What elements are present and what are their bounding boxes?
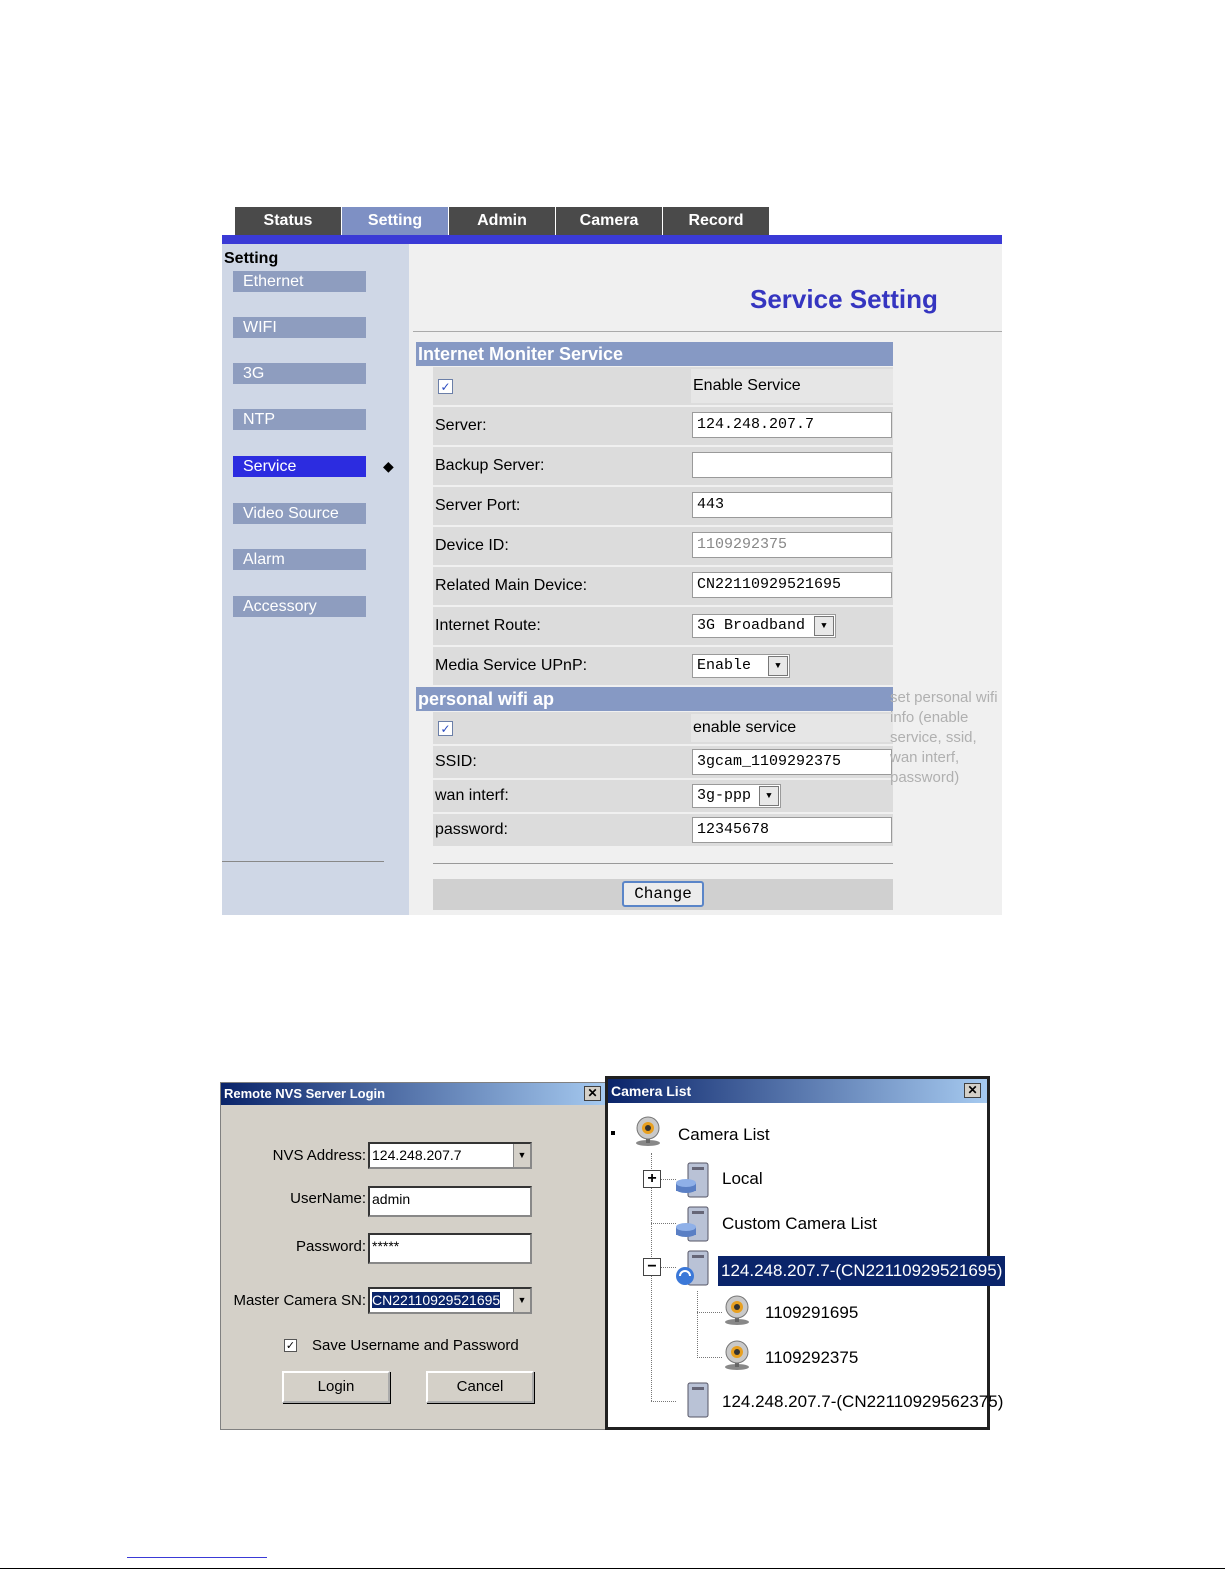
ssid-label: SSID:: [435, 753, 477, 770]
page-title: Service Setting: [750, 284, 938, 314]
sidebar-item-3g[interactable]: 3G: [233, 363, 366, 384]
password-row: [433, 814, 893, 846]
server-icon: [674, 1159, 714, 1201]
login-title-bar: [221, 1083, 607, 1105]
server-row: [433, 407, 893, 445]
tree-node-root[interactable]: Camera List: [678, 1125, 770, 1144]
wifi-enable-label: enable service: [693, 719, 797, 736]
server-port-label: Server Port:: [435, 497, 521, 514]
enable-service-checkbox[interactable]: ✓: [438, 379, 453, 394]
settings-sidebar: [222, 244, 409, 915]
tree-node-camera-2[interactable]: 1109292375: [765, 1348, 859, 1367]
header-bar: [222, 235, 1002, 244]
camlist-close-icon[interactable]: ✕: [964, 1083, 981, 1098]
dropdown-arrow-icon[interactable]: ▼: [513, 1144, 530, 1167]
server-label: Server:: [435, 417, 487, 434]
tab-bar: [235, 207, 770, 235]
login-button[interactable]: Login: [282, 1371, 390, 1403]
dropdown-arrow-icon[interactable]: ▼: [513, 1289, 530, 1312]
sidebar-item-service[interactable]: Service: [233, 456, 366, 477]
wan-interf-row: [433, 780, 893, 812]
collapse-minus-icon[interactable]: −: [643, 1258, 661, 1276]
backup-server-row: [433, 447, 893, 485]
backup-server-label: Backup Server:: [435, 457, 545, 474]
sidebar-item-accessory[interactable]: Accessory: [233, 596, 366, 617]
camlist-title-bar: [608, 1079, 987, 1103]
web-settings-panel: [222, 207, 1002, 915]
wan-interf-label: wan interf:: [435, 787, 509, 804]
tab-status[interactable]: Status: [235, 207, 341, 235]
sidebar-item-ethernet[interactable]: Ethernet: [233, 271, 366, 292]
internet-route-select[interactable]: [692, 614, 836, 638]
form-divider: [433, 863, 893, 864]
camera-list-window: [605, 1076, 1004, 1430]
server-icon: [674, 1203, 714, 1245]
related-main-device-row: [433, 567, 893, 605]
service-setting-content: [409, 244, 1002, 915]
tree-node-local[interactable]: Local: [722, 1169, 763, 1188]
save-credentials-checkbox[interactable]: ✓: [285, 1340, 296, 1352]
sidebar-item-wifi[interactable]: WIFI: [233, 317, 366, 338]
nvs-address-value: 124.248.207.7: [372, 1147, 462, 1163]
remote-server-icon: [674, 1247, 714, 1289]
device-id-row: [433, 527, 893, 565]
password-input[interactable]: *****: [368, 1233, 532, 1264]
login-title: Remote NVS Server Login: [224, 1086, 386, 1101]
nvs-address-combo[interactable]: [368, 1142, 532, 1169]
username-label: UserName:: [290, 1190, 366, 1207]
master-sn-value: CN22110929521695: [372, 1292, 501, 1308]
current-item-marker-icon: ◆: [383, 458, 394, 474]
expand-plus-icon[interactable]: +: [643, 1170, 661, 1188]
ssid-input[interactable]: 3gcam_1109292375: [692, 749, 892, 775]
footer-link-underline: [127, 1557, 267, 1558]
wifi-enable-checkbox[interactable]: ✓: [438, 721, 453, 736]
server-icon: [674, 1379, 714, 1421]
dropdown-arrow-icon[interactable]: ▼: [814, 616, 834, 636]
tree-node-server-2[interactable]: 124.248.207.7-(CN22110929562375): [722, 1392, 1004, 1411]
backup-server-input[interactable]: [692, 452, 892, 478]
webcam-icon: [722, 1339, 752, 1371]
sidebar-item-alarm[interactable]: Alarm: [233, 549, 366, 570]
master-sn-label: Master Camera SN:: [233, 1292, 366, 1309]
server-input[interactable]: 124.248.207.7: [692, 412, 892, 438]
related-main-device-label: Related Main Device:: [435, 577, 588, 594]
wifi-enable-row: [433, 712, 893, 744]
internet-route-row: [433, 607, 893, 645]
internet-monitor-section-header: Internet Moniter Service: [416, 342, 893, 366]
login-close-icon[interactable]: ✕: [584, 1086, 601, 1101]
tab-camera[interactable]: Camera: [556, 207, 662, 235]
tab-record[interactable]: Record: [663, 207, 769, 235]
footer-rule: [0, 1568, 1225, 1569]
camlist-title: Camera List: [611, 1083, 692, 1099]
nvs-address-label: NVS Address:: [272, 1147, 366, 1164]
webcam-icon: [633, 1115, 663, 1147]
change-button[interactable]: Change: [622, 881, 704, 907]
tab-setting[interactable]: Setting: [342, 207, 448, 235]
master-sn-combo[interactable]: [368, 1287, 532, 1314]
sidebar-title: Setting: [224, 250, 279, 267]
tree-node-camera-1[interactable]: 1109291695: [765, 1303, 859, 1322]
wifi-hint-text: set personal wifi info (enable service, ssid, wan interf, password): [890, 689, 998, 786]
media-upnp-select[interactable]: [692, 654, 790, 678]
dropdown-arrow-icon[interactable]: ▼: [768, 656, 788, 676]
tree-node-custom-camera-list[interactable]: Custom Camera List: [722, 1214, 877, 1233]
ssid-row: [433, 746, 893, 778]
webcam-icon: [722, 1294, 752, 1326]
internet-route-value: 3G Broadband: [697, 617, 806, 634]
dropdown-arrow-icon[interactable]: ▼: [759, 786, 779, 806]
title-divider: [413, 331, 1002, 332]
password-label: Password:: [295, 1238, 366, 1255]
server-port-input[interactable]: 443: [692, 492, 892, 518]
username-input[interactable]: admin: [368, 1186, 532, 1217]
tree-node-server-1[interactable]: 124.248.207.7-(CN22110929521695): [718, 1256, 1005, 1286]
sidebar-divider: [222, 861, 384, 862]
wifi-password-label: password:: [435, 821, 508, 838]
device-id-label: Device ID:: [435, 537, 509, 554]
wifi-ap-section-header: personal wifi ap: [416, 687, 893, 711]
wan-interf-value: 3g-ppp: [697, 787, 752, 804]
wifi-password-input[interactable]: 12345678: [692, 817, 892, 843]
root-collapse-marker-icon[interactable]: [611, 1131, 615, 1135]
sidebar-item-ntp[interactable]: NTP: [233, 409, 366, 430]
tab-admin[interactable]: Admin: [449, 207, 555, 235]
media-upnp-row: [433, 647, 893, 685]
internet-route-label: Internet Route:: [435, 617, 541, 634]
sidebar-item-video-source[interactable]: Video Source: [233, 503, 366, 524]
button-row: [433, 879, 893, 910]
enable-service-label: Enable Service: [693, 377, 801, 394]
media-upnp-label: Media Service UPnP:: [435, 657, 588, 674]
cancel-button[interactable]: Cancel: [426, 1371, 534, 1403]
wan-interf-select[interactable]: [692, 784, 781, 808]
related-main-device-input[interactable]: CN22110929521695: [692, 572, 892, 598]
server-port-row: [433, 487, 893, 525]
enable-service-row: [433, 367, 893, 405]
device-id-input: 1109292375: [692, 532, 892, 558]
nvs-login-dialog: [220, 1082, 608, 1430]
media-upnp-value: Enable: [697, 657, 752, 674]
save-credentials-label: Save Username and Password: [312, 1337, 519, 1354]
